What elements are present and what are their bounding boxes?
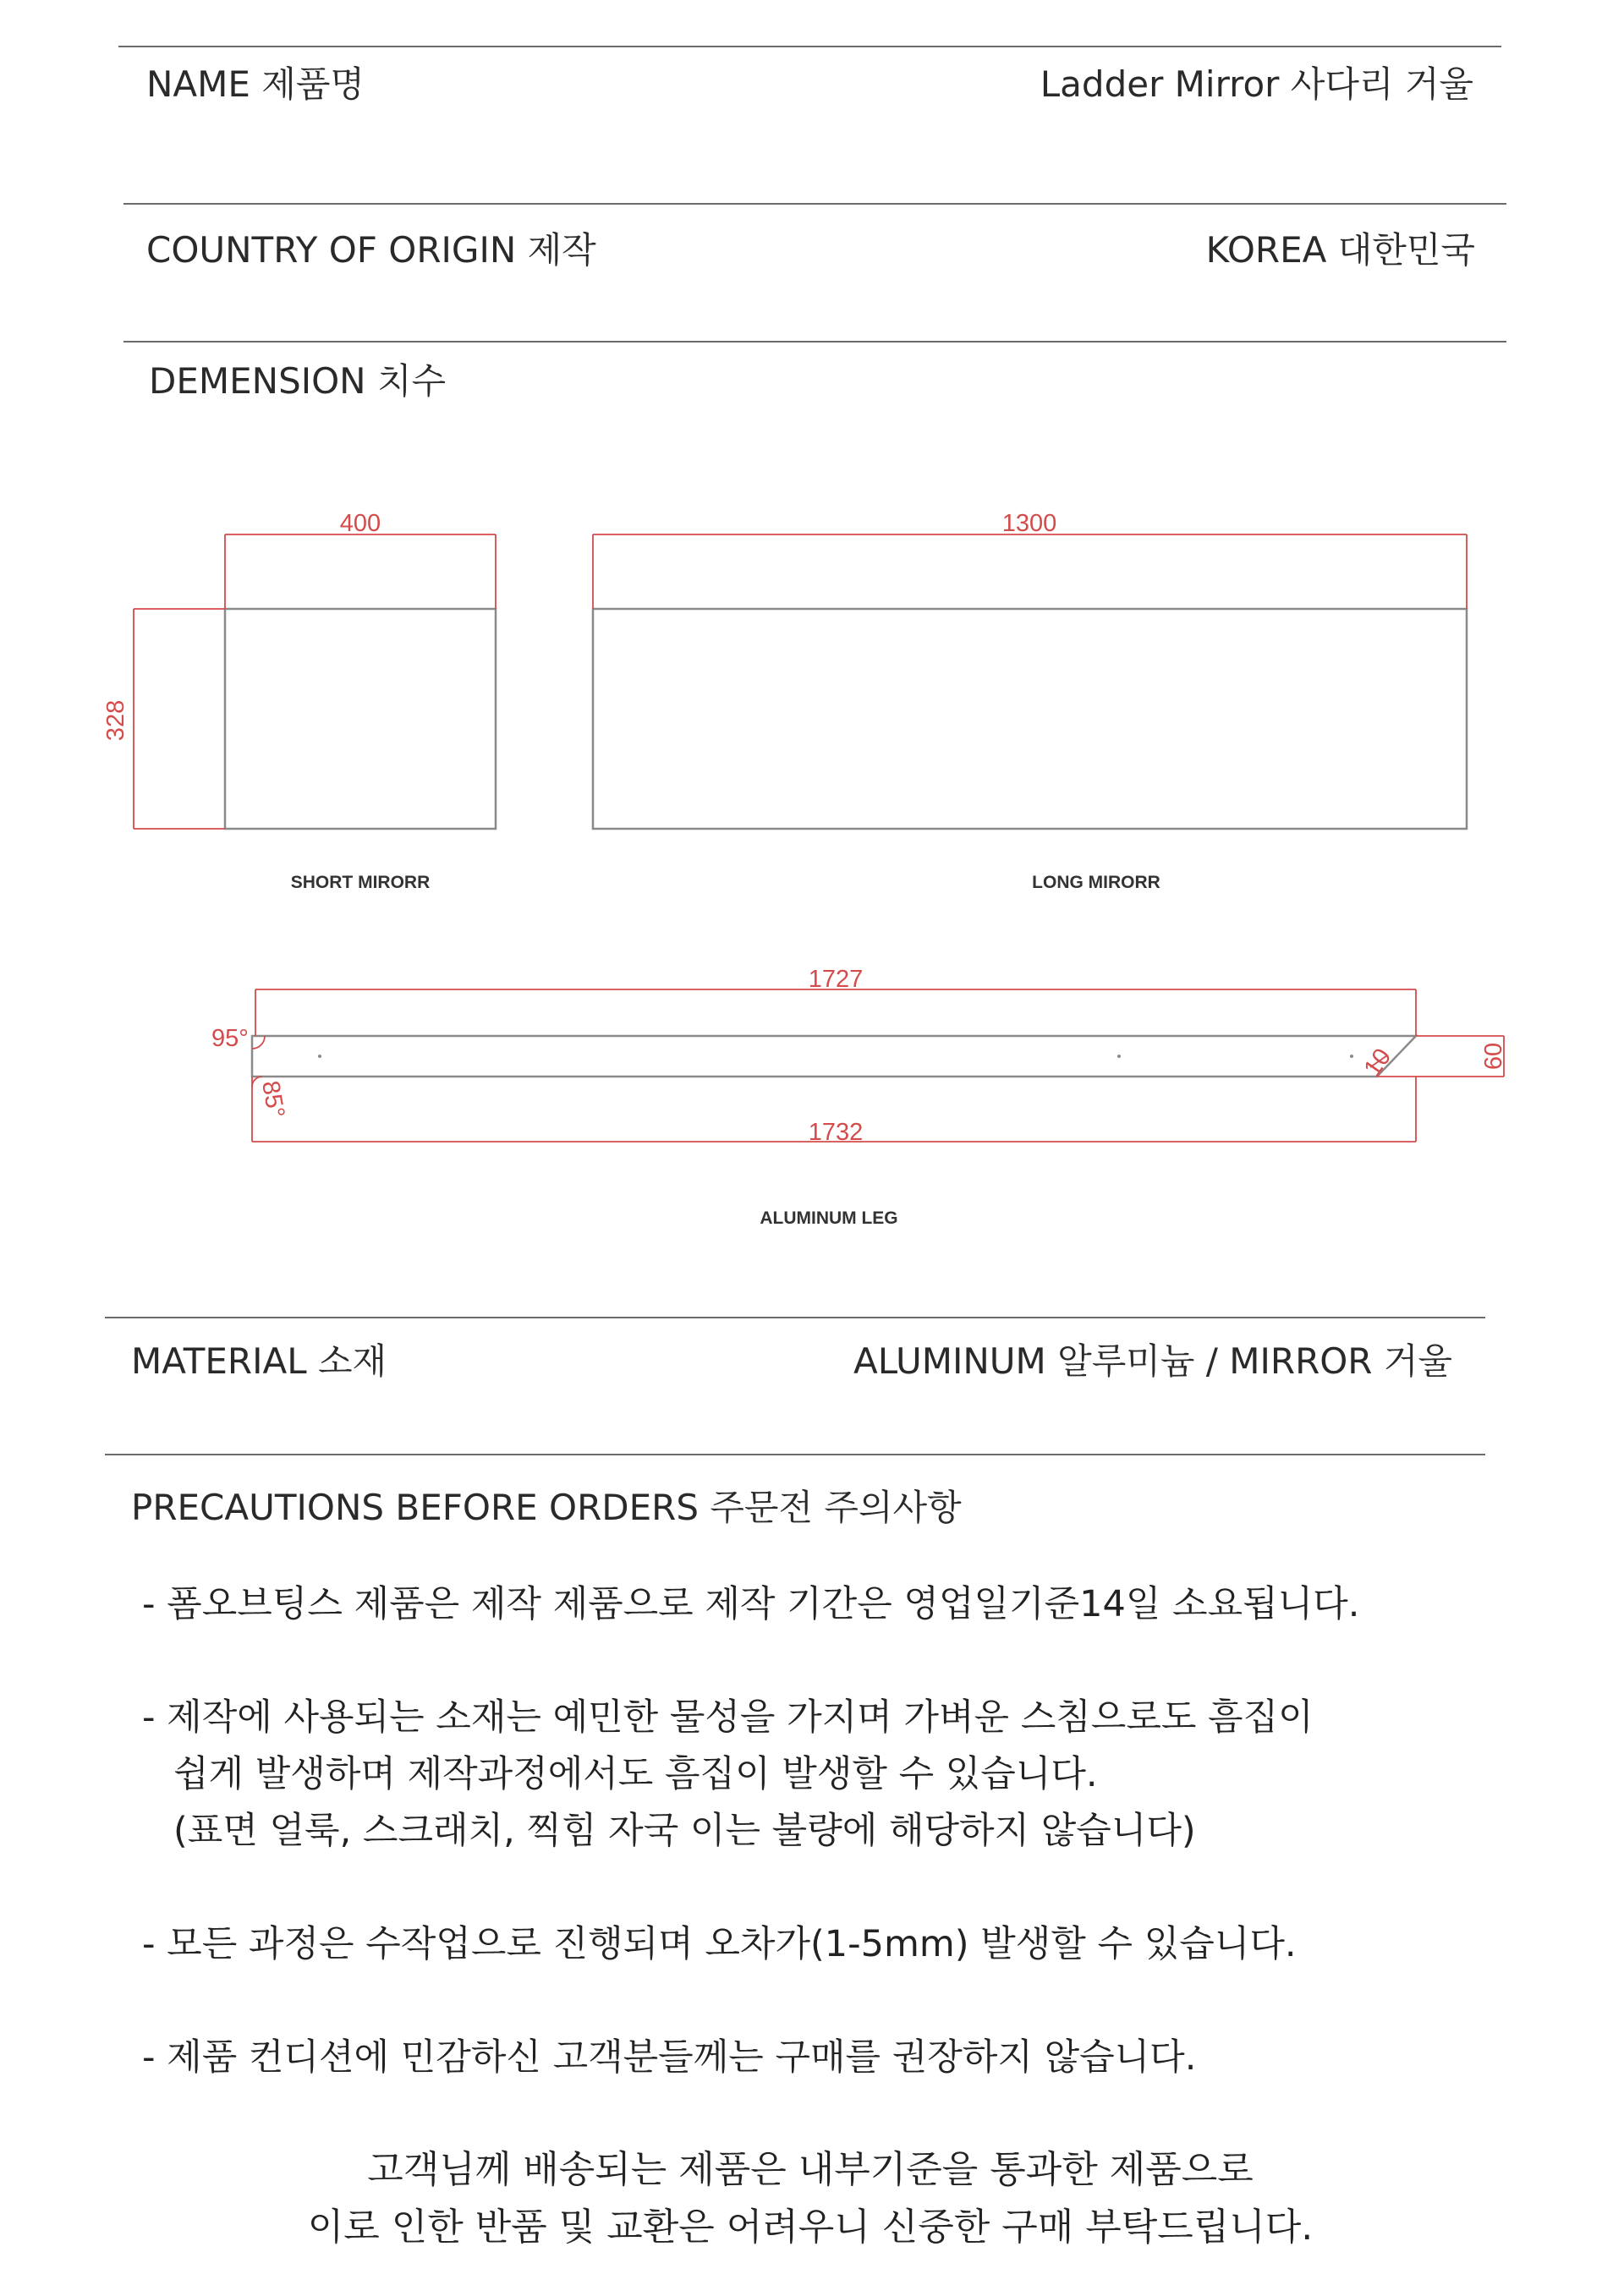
name-label: NAME 제품명	[146, 63, 365, 105]
divider-name	[123, 203, 1506, 205]
precaution-item-2-line-3: (표면 얼룩, 스크래치, 찍힘 자국 이는 불량에 해당하지 않습니다)	[173, 1810, 1196, 1852]
material-label: MATERIAL 소재	[131, 1340, 387, 1382]
name-value: Ladder Mirror 사다리 거울	[1040, 63, 1473, 105]
long-width-label: 1300	[1001, 510, 1057, 537]
leg-angle-top-label: 95°	[211, 1025, 249, 1052]
long-mirror-caption: LONG MIRORR	[1032, 873, 1160, 892]
origin-value: KOREA 대한민국	[1205, 229, 1475, 271]
closing-line-1: 고객님께 배송되는 제품은 내부기준을 통과한 제품으로	[367, 2148, 1254, 2191]
precaution-item-3: - 모든 과정은 수작업으로 진행되며 오차가(1-5mm) 발생할 수 있습니다.	[142, 1923, 1297, 1965]
short-width-label: 400	[339, 510, 381, 537]
precautions-title: PRECAUTIONS BEFORE ORDERS 주문전 주의사항	[131, 1487, 962, 1528]
origin-label: COUNTRY OF ORIGIN 제작	[146, 229, 596, 271]
precaution-item-2-line-1: - 제작에 사용되는 소재는 예민한 물성을 가지며 가벼운 스침으로도 흠집이	[142, 1696, 1314, 1739]
dimension-label: DEMENSION 치수	[149, 360, 447, 402]
material-value: ALUMINUM 알루미늄 / MIRROR 거울	[853, 1340, 1452, 1382]
divider-origin	[123, 341, 1506, 342]
leg-angle-bottom-label: 85°	[256, 1078, 290, 1121]
long-mirror-outline	[593, 609, 1467, 829]
precaution-item-1: - 폼오브팅스 제품은 제작 제품으로 제작 기간은 영업일기준14일 소요됩니다.	[142, 1583, 1360, 1625]
leg-bottom-length-label: 1732	[808, 1119, 864, 1146]
short-mirror-caption: SHORT MIRORR	[290, 873, 431, 892]
aluminum-leg-outline	[252, 1036, 1416, 1077]
leg-end-offset-label: 10	[1358, 1044, 1397, 1082]
precaution-item-2-line-2: 쉽게 발생하며 제작과정에서도 흠집이 발생할 수 있습니다.	[173, 1753, 1098, 1795]
divider-material	[105, 1454, 1485, 1455]
divider-top	[118, 46, 1501, 47]
aluminum-leg-caption: ALUMINUM LEG	[760, 1208, 898, 1228]
short-height-label: 328	[102, 699, 129, 742]
short-mirror-outline	[225, 609, 496, 829]
divider-drawing	[105, 1317, 1485, 1318]
closing-line-2: 이로 인한 반품 및 교환은 어려우니 신중한 구매 부탁드립니다.	[307, 2206, 1314, 2249]
precaution-item-4: - 제품 컨디션에 민감하신 고객분들께는 구매를 권장하지 않습니다.	[142, 2036, 1197, 2079]
leg-top-length-label: 1727	[808, 966, 864, 993]
dimension-drawing	[0, 457, 1624, 1345]
leg-height-label: 60	[1480, 1042, 1507, 1071]
